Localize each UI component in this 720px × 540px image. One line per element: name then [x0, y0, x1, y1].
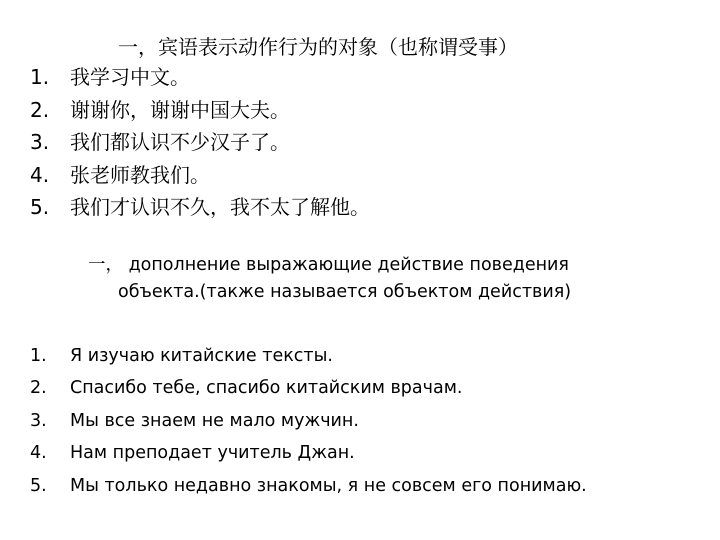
item-number: 3. [30, 410, 47, 431]
chinese-heading: 一，宾语表示动作行为的对象（也称谓受事） [118, 35, 518, 59]
list-item [30, 405, 587, 437]
item-text: Мы все знаем не мало мужчин. [70, 410, 359, 431]
list-item [30, 372, 587, 404]
russian-example-list [30, 340, 587, 502]
russian-heading-line-1: 一， дополнение выражающие действие поведения [88, 255, 569, 275]
item-number: 3. [30, 130, 50, 154]
russian-heading [88, 252, 688, 306]
item-text: 我学习中文。 [70, 65, 190, 89]
item-number: 2. [30, 97, 50, 122]
item-text: Мы только недавно знакомы, я не совсем его понимаю. [70, 475, 587, 496]
item-number: 1. [30, 65, 50, 89]
russian-heading-line-2: объекта.(также называется объектом действия) [118, 282, 572, 302]
item-number: 5. [30, 475, 47, 496]
item-number: 2. [30, 378, 47, 399]
item-number: 1. [30, 346, 47, 366]
item-text: Нам преподает учитель Джан. [70, 443, 355, 464]
list-item [30, 340, 587, 372]
item-text: 张老师教我们。 [70, 162, 210, 187]
item-text: 我们才认识不久，我不太了解他。 [70, 195, 370, 219]
item-number: 4. [30, 162, 50, 187]
list-item [30, 159, 370, 192]
list-item [30, 191, 370, 224]
list-item [30, 437, 587, 469]
item-number: 4. [30, 443, 47, 464]
item-text: Я изучаю китайские тексты. [70, 346, 333, 366]
item-text: Спасибо тебе, спасибо китайским врачам. [70, 378, 463, 399]
list-item [30, 61, 370, 94]
item-text: 我们都认识不少汉子了。 [70, 130, 290, 154]
list-item [30, 126, 370, 159]
chinese-example-list [30, 61, 370, 224]
item-text: 谢谢你，谢谢中国大夫。 [70, 97, 290, 122]
item-number: 5. [30, 195, 50, 219]
list-item [30, 470, 587, 502]
list-item [30, 94, 370, 127]
